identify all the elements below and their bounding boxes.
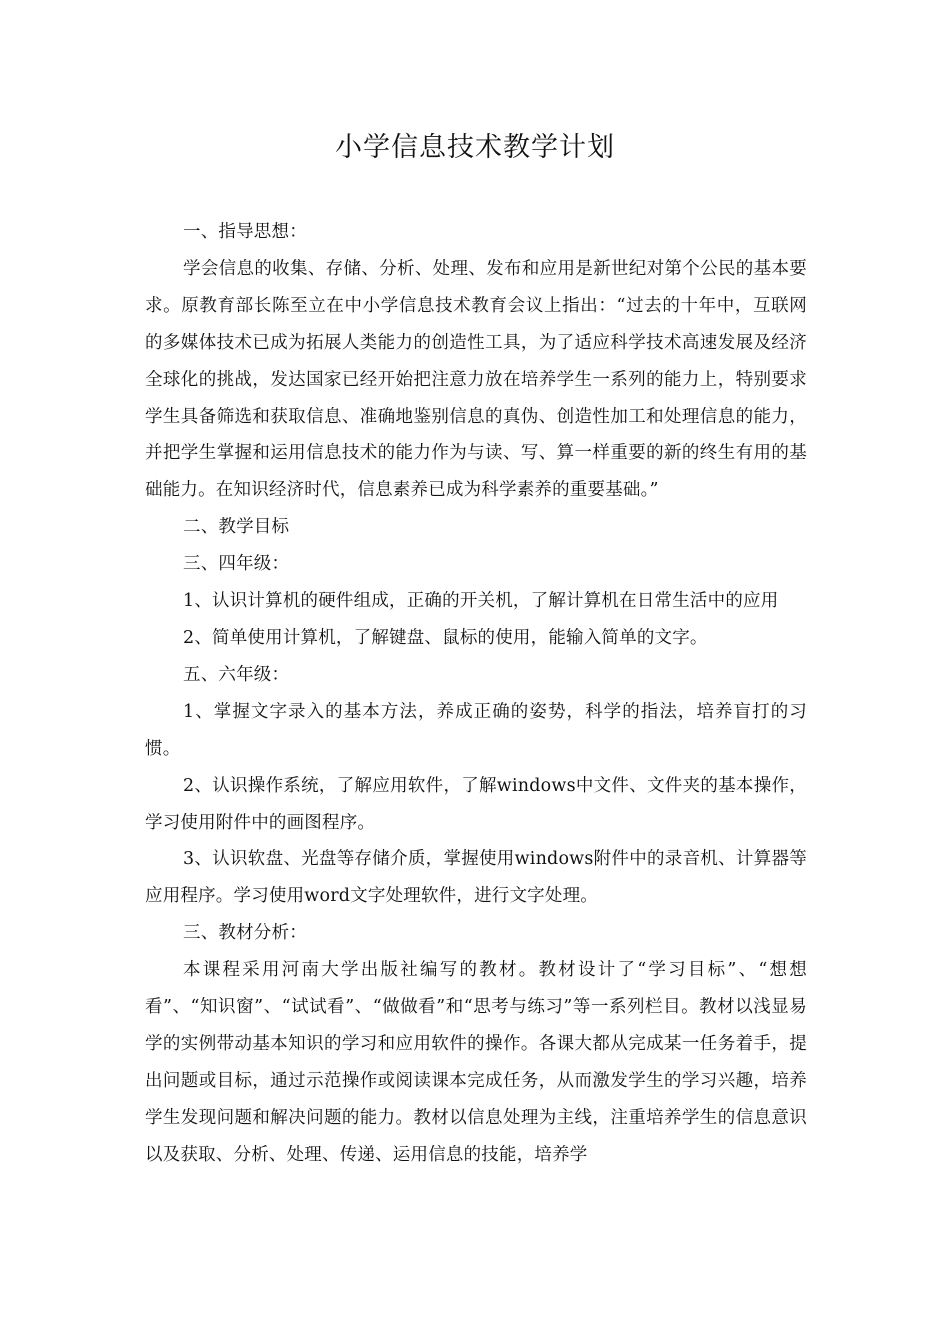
heading-grades-5-6: 五、六年级： <box>183 664 290 685</box>
heading-grades-3-4: 三、四年级： <box>183 554 290 575</box>
heading-teaching-goals: 二、教学目标 <box>183 517 290 538</box>
list-item-grade56-3: 3、认识软盘、光盘等存储介质，掌握使用windows附件中的录音机、计算器等应用程序。学习使用word文字处理软件，进行文字处理。 <box>145 849 807 907</box>
list-item-grade56-1: 1、掌握文字录入的基本方法，养成正确的姿势，科学的指法，培养盲打的习惯。 <box>145 701 807 759</box>
heading-textbook-analysis: 三、教材分析： <box>183 923 307 944</box>
paragraph-textbook-analysis: 本课程采用河南大学出版社编写的教材。教材设计了“学习目标”、“想想看”、“知识窗”、“试试看”、“做做看”和“思考与练习”等一系列栏目。教材以浅显易学的实例带动基本知识的学习和应用软件的操作。各课大都从完成某一任务着手，提出问题或目标，通过示范操作或阅读课本完成任务，从而激发学生的学习兴趣，培养学生发现问题和解决问题的能力。教材以信息处理为主线，注重培养学生的信息意识以及获取、分析、处理、传递、运用信息的技能，培养学 <box>145 960 807 1165</box>
list-item-grade34-2: 2、简单使用计算机，了解键盘、鼠标的使用，能输入简单的文字。 <box>183 627 708 648</box>
heading-guiding-ideology: 一、指导思想： <box>183 222 307 242</box>
document-title: 小学信息技术教学计划 <box>335 132 615 163</box>
list-item-grade34-1: 1、认识计算机的硬件组成，正确的开关机，了解计算机在日常生活中的应用 <box>183 591 779 612</box>
document-body <box>145 214 807 1174</box>
list-item-grade56-2: 2、认识操作系统，了解应用软件，了解windows中文件、文件夹的基本操作，学习使用附件中的画图程序。 <box>145 775 807 833</box>
paragraph-guiding-ideology: 学会信息的收集、存储、分析、处理、发布和应用是新世纪对第个公民的基本要求。原教育部长陈至立在中小学信息技术教育会议上指出：“过去的十年中，互联网的多媒体技术已成为拓展人类能力的创造性工具，为了适应科学技术高速发展及经济全球化的挑战，发达国家已经开始把注意力放在培养学生一系列的能力上，特别要求学生具备筛选和获取信息、准确地鉴别信息的真伪、创造性加工和处理信息的能力，并把学生掌握和运用信息技术的能力作为与读、写、算一样重要的新的终生有用的基础能力。在知识经济时代，信息素养已成为科学素养的重要基础。” <box>145 258 807 501</box>
